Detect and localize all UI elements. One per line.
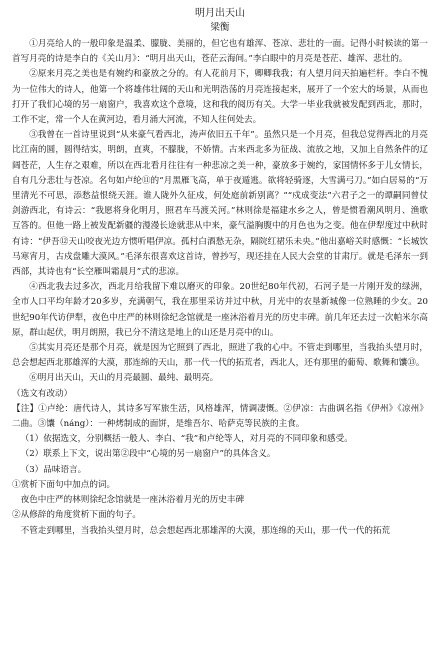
paragraph-5: ⑤其实月亮还是那个月亮，就是因为它照到了西北，照进了我的心中。不管走到哪里，当我抬头望月时，总会想起西北那雄浑的大漠，那连绵的天山，那一代一代的拓荒者，西北人，还有那里的葡萄、歌舞和馕⑬。 — [12, 343, 428, 369]
paragraph-6: ⑥明月出天山，天山的月亮最圆、最纯、最明亮。 — [29, 373, 219, 384]
question-3-part-2: ②从修辞的角度赏析下面的句子。 — [12, 510, 141, 521]
footnotes: 【注】①卢纶：唐代诗人，其诗多写军旅生活，风格雄浑，情调凄慨。②伊凉：古曲调名指《伊州》《凉州》二曲。③馕（náng）：一种烤制成的面饼，是维吾尔、哈萨克等民族的主食。 — [12, 403, 428, 430]
question-2: （2）联系上下文，说出第②段中“心境的另一扇窗户”的具体含义。 — [20, 449, 276, 460]
question-3-part-1-sentence: 夜色中庄严的林则徐纪念馆就是一座沐浴着月光的历史丰碑 — [20, 495, 245, 506]
question-1: （1）依据选文，分别概括一般人、李白、“我”和卢纶等人，对月亮的不同印象和感受。 — [20, 434, 353, 445]
question-3: （3）品味语言。 — [20, 464, 87, 475]
paragraph-2: ②原来月亮之美也是有婉约和豪放之分的。有人花前月下，卿卿我我；有人望月问天拍遍栏杆。李白不愧为一位伟大的诗人，他第一个将雄伟壮阔的天山和光明浩荡的月亮连接起来，展开了一个宏大的场景，从而也打开了我们心境的另一扇窗户，我喜欢这个意境，这和我的阅历有关。大学一毕业我就被发配到西北，那时，工作不定，常一个人在黄河边，看月涌大河流，不知人往何处去。 — [12, 69, 428, 126]
question-3-part-1: ①赏析下面句中加点的词。 — [12, 479, 116, 490]
article-author: 梁衡 — [210, 22, 230, 33]
question-3-part-2-sentence: 不管走到哪里，当我抬头望月时，总会想起西北那雄浑的大漠，那连绵的天山，那一代一代的拓荒 — [20, 525, 391, 536]
paragraph-3: ③我曾在一首诗里说到“从来豪气看西北，涛声依旧五千年”。虽然只是一个月亮，但我总觉得西北的月亮比江南的圆，圆得结实，明朗，直爽，不朦胧，不娇情。古来西北多为征战、流放之地，又加上自然条件的辽阔苍茫，人生存之艰难，所以在西北看月往往有一种悲凉之美一种，豪放多于婉约，家国情怀多于儿女情长，自有几分悲壮与苍凉。名句如卢纶⑪的“月黑雁飞高，单于夜遁逃。欲将轻骑逐，大雪满弓刀。”如白居易的“万里清光不可思，添愁益恨绕天涯。谁人陇外久征戍，何处庭前新别离？”“戍成变法”六君子之一的谭嗣同曾仗剑游西北，有诗云：“我愿将身化明月，照君车马渡关河。”林则徐是福建水乡之人，曾是惯看潮风明月、渔歌互答的。但他一路上被发配新疆的漫漫长途就悲从中来，豪气溢胸腹中的月色也为之变。他在伊犁度过中秋时有诗：“伊吾⑫天山咬夜光边方惯听唱伊凉。孤村白酒愁无杂，隔院红裙乐未央。”他出嘉峪关时感慨：“长城饮马寒宵月，古戍盘雕大漠风。”毛泽东很喜欢这首诗，曾抄写，现还挂在人民大会堂的甘肃厅。就是毛泽东一到西部，其诗也有“长空雁叫霜晨月”式的悲凉。 — [12, 130, 428, 278]
paragraph-4: ④西北我去过多次，西北月给我留下难以磨灭的印象。20世纪80年代初，石河子是一片刚开发的绿洲，全市人口平均年龄才20多岁，充满朝气，我在那里采访并过中秋，月光中的农垦新城像一位熟睡的少女。20世纪90年代访伊犁，夜色中庄严的林则徐纪念馆就是一座沐浴着月光的历史丰碑。前几年还去过一次帕米尔高原，群山起伏，明月朗照，我已分不清这是地上的山还是月亮中的山。 — [12, 282, 428, 338]
source-note: （选文有改动） — [12, 388, 73, 399]
paragraph-1: ①月亮给人的一般印象是温柔、朦胧、美丽的，但它也有雄浑、苍凉、悲壮的一面。记得小时候读的第一首写月亮的诗是李白的《关山月》：“明月出天山，苍茫云海间。”李白眼中的月亮是苍茫、雄浑、悲壮的。 — [12, 39, 428, 65]
article-title: 明月出天山 — [195, 8, 245, 19]
